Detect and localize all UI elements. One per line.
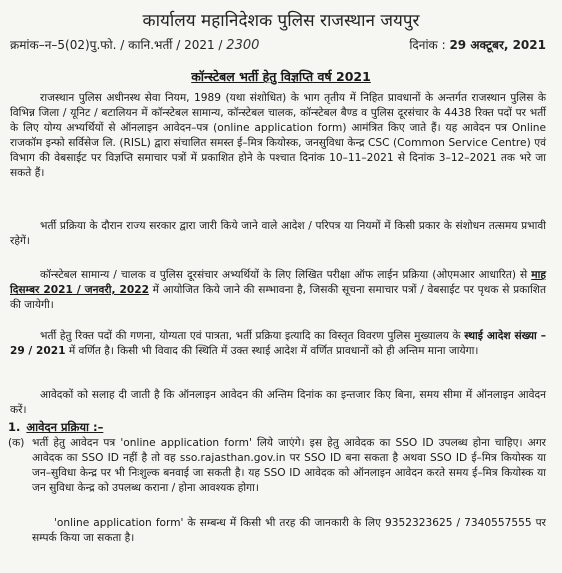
paragraph-standing-order: [10, 329, 546, 359]
paragraph-vacancy-announcement: राजस्थान पुलिस अधीनस्थ सेवा नियम, 1989 (यथा संशोधित) के भाग तृतीय में निहित प्रावधानों के अन्तर्गत राजस्थान पुलिस के विभिन्न जिला / यूनिट / बटालियन में कॉन्स्टेबल सामान्य, कॉन्स्टेबल चालक, कॉन्स्टेबल बैण्ड व पुलिस दूरसंचार के 4438 रिक्त पदों पर भर्ती के लिए योग्य अभ्यर्थियों से ऑनलाइन आवेदन–पत्र (online application form) आमंत्रित किए जाते हैं। यह आवेदन पत्र Online राजकॉम इन्फो सर्विसेज लि. (RISL) द्वारा संचालित समस्त ई–मित्र कियोस्क, जनसुविधा केन्द्र CSC (Common Service Centre) एवं विभाग की वेबसाईट पर विज्ञप्ति समाचार पत्रों में प्रकाशित होने के पश्चात दिनांक 10–11–2021 से दिनांक 3–12–2021 तक भरे जा सकते हैं।: [10, 92, 546, 179]
exam-schedule-text-start: कॉन्स्टेबल सामान्य / चालक व पुलिस दूरसंचार अभ्यर्थियों के लिए लिखित परीक्षा ऑफ लाईन प्रक्रिया (ओएमआर आधारित) से: [40, 269, 532, 281]
exam-schedule-text-end: में आयोजित किये जाने की सम्भावना है, जिसकी सूचना समाचार पत्रों / वेबसाईट पर पृथक से प्रकाशित की जायेगी।: [10, 284, 546, 311]
office-title: कार्यालय महानिदेशक पुलिस राजस्थान जयपुर: [142, 11, 420, 31]
issue-date: [409, 36, 546, 53]
section-number: 1.: [8, 420, 21, 434]
notice-title: कॉन्स्टेबल भर्ती हेतु विज्ञप्ति वर्ष 2021: [191, 69, 371, 84]
paragraph-helpline: 'online application form' के सम्बन्ध में किसी भी तरह की जानकारी के लिए 9352323625 / 7340557555 पर सम्पर्क किया जा सकता है।: [32, 517, 546, 544]
reference-prefix: क्रमांक–न–5(02)पु.फो. / कानि.भर्ती / 2021 /: [10, 38, 227, 52]
section-heading: आवेदन प्रक्रिया :–: [26, 420, 104, 434]
paragraph-advice: आवेदकों को सलाह दी जाती है कि ऑनलाइन आवेदन की अन्तिम दिनांक का इन्तजार किए बिना, समय सीमा में ऑनलाइन आवेदन करें।: [10, 389, 546, 416]
exam-month-highlight: माह दिसम्बर 2021 / जनवरी, 2022: [10, 269, 546, 296]
date-label: दिनांक :: [409, 38, 450, 52]
handwritten-date-day: 29: [449, 38, 467, 52]
subsection-marker: (क): [8, 437, 25, 449]
reference-line: [10, 36, 546, 58]
section-application-process: [8, 420, 103, 435]
standing-order-number: स्थाई आदेश संख्या – 29 / 2021: [10, 330, 547, 357]
subsection-ka: [8, 436, 546, 496]
paragraph-exam-schedule: [10, 268, 546, 313]
date-month-year: अक्टूबर, 2021: [466, 38, 546, 52]
standing-order-text-end: में वर्णित है। किसी भी विवाद की स्थिति में उक्त स्थाई आदेश में वर्णित प्रावधानों को ही अन्तिम माना जायेगा।: [65, 345, 479, 357]
handwritten-ref-number: 2300: [226, 38, 260, 53]
paragraph-rule-amendments: भर्ती प्रक्रिया के दौरान राज्य सरकार द्वारा जारी किये जाने वाले आदेश / परिपत्र या नियमों में किसी प्रकार के संशोधन तत्समय प्रभावी रहेगें।: [10, 220, 546, 247]
standing-order-text-start: भर्ती हेतु रिक्त पदों की गणना, योग्यता एवं पात्रता, भर्ती प्रक्रिया इत्यादि का विस्तृत विवरण पुलिस मुख्यालय के: [40, 330, 465, 342]
reference-number: [10, 36, 259, 53]
subsection-text: भर्ती हेतु आवेदन पत्र 'online application form' लिये जाएंगे। इस हेतु आवेदक का SSO ID उपलब्ध होना चाहिए। अगर आवेदक का SSO ID नहीं है तो वह sso.rajasthan.gov.in पर SSO ID बना सकता है अथवा SSO ID ई–मित्र कियोस्क या जन–सुविधा केन्द्र पर भी निःशुल्क बनवाई जा सकती है। यह SSO ID आवेदक को ऑनलाइन आवेदन करते समय ई–मित्र कियोस्क या जन सुविधा केन्द्र को उपलब्ध कराना / होना आवश्यक होगा।: [32, 437, 546, 494]
